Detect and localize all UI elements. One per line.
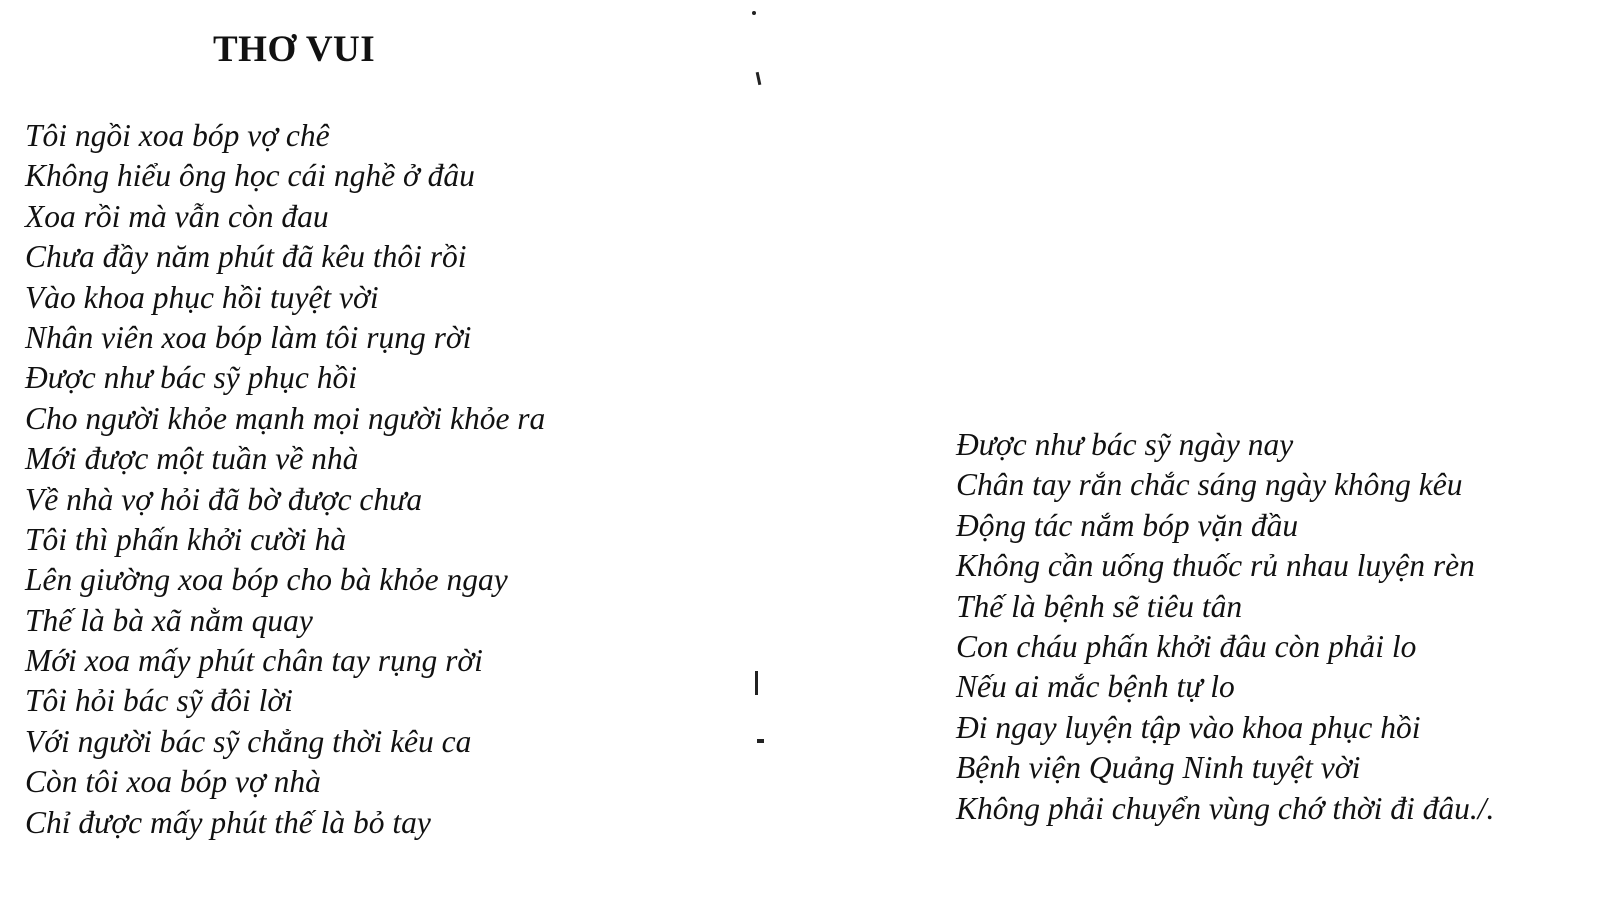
verse-line: Con cháu phấn khởi đâu còn phải lo (956, 628, 1417, 664)
verse-line: Tôi hỏi bác sỹ đôi lời (25, 683, 293, 719)
verse-line: Động tác nắm bóp vặn đầu (956, 507, 1299, 543)
verse-line: Nhân viên xoa bóp làm tôi rụng rời (25, 319, 472, 355)
verse-line: Đi ngay luyện tập vào khoa phục hồi (956, 709, 1421, 745)
verse-line: Tôi thì phấn khởi cười hà (25, 521, 347, 557)
verse-line: Thế là bệnh sẽ tiêu tân (956, 588, 1243, 624)
verse-line: Cho người khỏe mạnh mọi người khỏe ra (25, 400, 546, 436)
verse-line: Còn tôi xoa bóp vợ nhà (25, 764, 321, 800)
verse-line: Mới xoa mấy phút chân tay rụng rời (25, 643, 483, 679)
verse-line: Bệnh viện Quảng Ninh tuyệt vời (956, 750, 1361, 786)
verse-line: Lên giường xoa bóp cho bà khỏe ngay (25, 562, 508, 598)
verse-line: Chưa đầy năm phút đã kêu thôi rồi (25, 239, 467, 275)
scan-speck (752, 11, 756, 15)
verse-line: Chân tay rắn chắc sáng ngày không kêu (956, 467, 1463, 503)
verse-line: Mới được một tuần về nhà (25, 441, 359, 477)
poem-title: THƠ VUI (213, 29, 376, 70)
verse-line: Được như bác sỹ ngày nay (956, 427, 1294, 462)
scan-speck (755, 671, 758, 695)
left-column-verses (25, 116, 545, 843)
scan-speck (756, 72, 762, 85)
verse-line: Chỉ được mấy phút thế là bỏ tay (25, 804, 431, 840)
verse-line: Xoa rồi mà vẫn còn đau (25, 198, 329, 234)
verse-line: Không hiểu ông học cái nghề ở đâu (25, 158, 475, 194)
right-column-verses (956, 425, 1494, 829)
verse-line: Không cần uống thuốc rủ nhau luyện rèn (956, 548, 1475, 584)
verse-line: Được như bác sỹ phục hồi (25, 360, 357, 396)
verse-line: Nếu ai mắc bệnh tự lo (956, 669, 1235, 705)
verse-line: Với người bác sỹ chẳng thời kêu ca (25, 723, 472, 759)
verse-line: Về nhà vợ hỏi đã bờ được chưa (25, 481, 423, 517)
verse-line: Tôi ngồi xoa bóp vợ chê (25, 118, 330, 153)
verse-line: Vào khoa phục hồi tuyệt vời (25, 279, 379, 315)
verse-line: Không phải chuyển vùng chớ thời đi đâu./. (956, 790, 1495, 826)
verse-line: Thế là bà xã nằm quay (25, 602, 313, 638)
scan-speck (757, 739, 764, 743)
